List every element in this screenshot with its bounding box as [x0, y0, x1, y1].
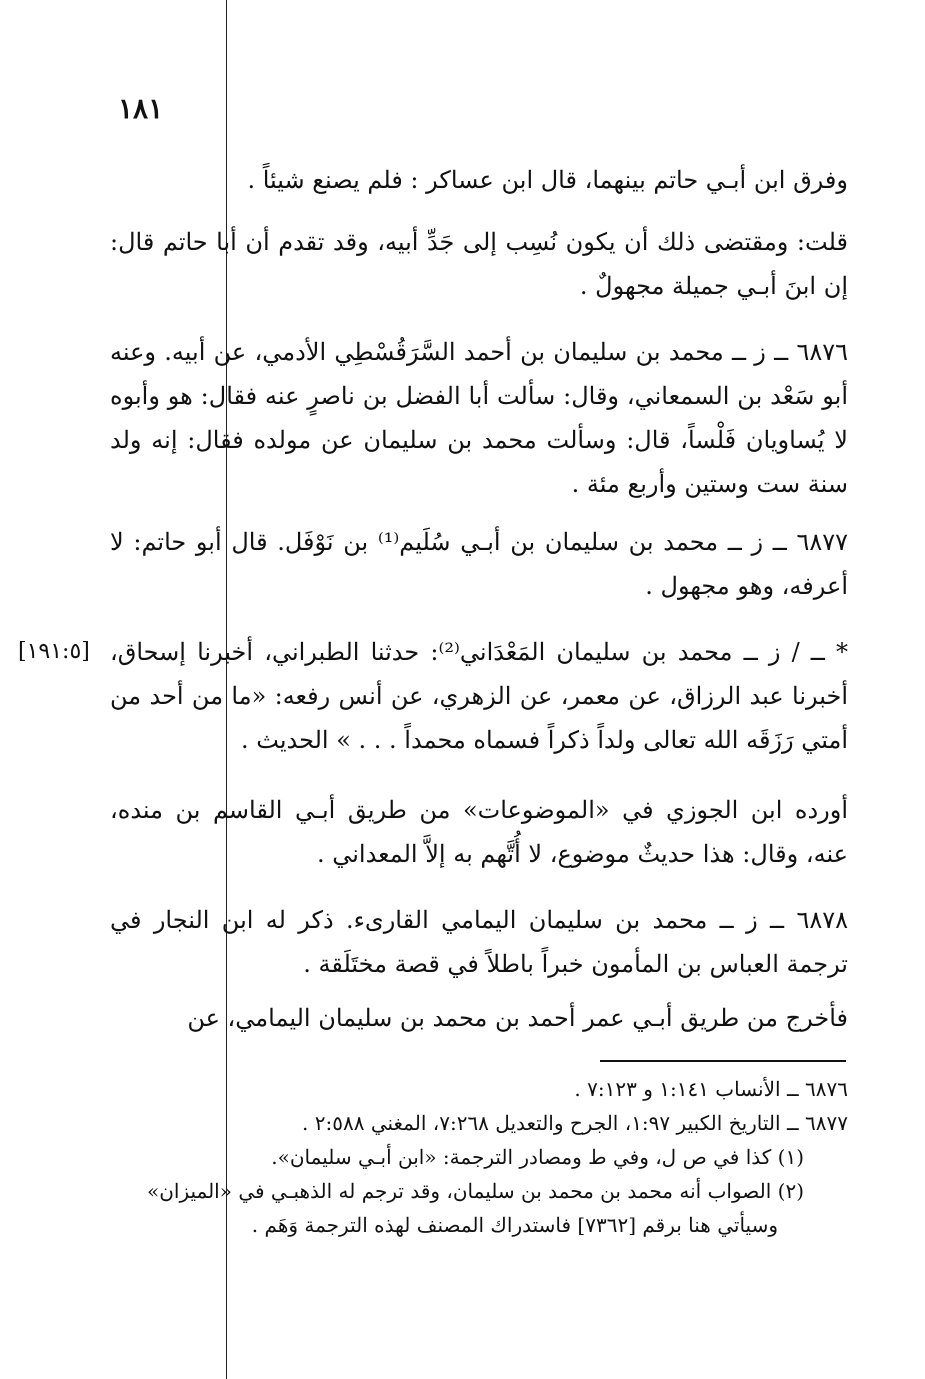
footnote-1: (١) كذا في ص ل، وفي ط ومصادر الترجمة: «ابن أبـي سليمان». — [271, 1145, 804, 1169]
footnote-2: (٢) الصواب أنه محمد بن محمد بن سليمان، وقد ترجم له الذهبـي في «الميزان» — [146, 1179, 804, 1203]
margin-page-reference: [١٩١:٥] — [18, 639, 90, 664]
paragraph: * ــ / ز ــ محمد بن سليمان المَعْدَاني⁽²⁾: حدثنا الطبراني، أخبرنا إسحاق، أخبرنا عبد الرزاق، عن معمر، عن الزهري، عن أنس رفعه: «ما من أحد من أمتي رَزَقَه الله تعالى ولداً ذكراً فسماه محمداً . . . » الحديث . — [110, 638, 848, 754]
entry-6877: ٦٨٧٧ ــ ز ــ محمد بن سليمان بن أبـي سُلَيم⁽¹⁾ بن نَوْفَل. قال أبو حاتم: لا أعرفه، وهو مجهول . — [110, 528, 849, 600]
paragraph: قلت: ومقتضى ذلك أن يكون نُسِب إلى جَدِّ أبيه، وقد تقدم أن أبا حاتم قال: إن ابنَ أبـي جميلة مجهولٌ . — [110, 228, 848, 300]
page-number: ١٨١ — [118, 92, 164, 125]
source-note-6876: ٦٨٧٦ ــ الأنساب ١:١٤١ و ٧:١٢٣ . — [574, 1077, 848, 1101]
source-note-6877: ٦٨٧٧ ــ التاريخ الكبير ١:٩٧، الجرح والتعديل ٧:٢٦٨، المغني ٢:٥٨٨ . — [302, 1111, 848, 1135]
paragraph: وفرق ابن أبـي حاتم بينهما، قال ابن عساكر : فلم يصنع شيئاً . — [247, 166, 848, 194]
paragraph: أورده ابن الجوزي في «الموضوعات» من طريق أبـي القاسم بن منده، عنه، وقال: هذا حديثٌ موضوع، لا أُتَّهم به إلاَّ المعداني . — [110, 796, 848, 868]
entry-6878: ٦٨٧٨ ــ ز ــ محمد بن سليمان اليمامي القارىء. ذكر له ابن النجار في ترجمة العباس بن المأمون خبراً باطلاً في قصة مختَلَقة . — [110, 906, 848, 978]
entry-6876: ٦٨٧٦ ــ ز ــ محمد بن سليمان بن أحمد السَّرَقُسْطِي الأدمي، عن أبيه. وعنه أبو سَعْد بن السمعاني، وقال: سألت أبا الفضل بن ناصرٍ عنه فقال: هو وأبوه لا يُساويان فَلْساً، قال: وسألت محمد بن سليمان عن مولده فقال: إنه ولد سنة ست وستين وأربع مئة . — [110, 338, 848, 498]
footnotes — [110, 1072, 848, 1242]
footnote-2-continued: وسيأتي هنا برقم [٧٣٦٢] فاستدراك المصنف لهذه الترجمة وَهَم . — [251, 1213, 778, 1237]
entry-madani — [18, 630, 848, 762]
paragraph: فأخرج من طريق أبـي عمر أحمد بن محمد بن سليمان اليمامي، عن — [187, 1004, 848, 1032]
footnote-separator — [600, 1060, 846, 1062]
